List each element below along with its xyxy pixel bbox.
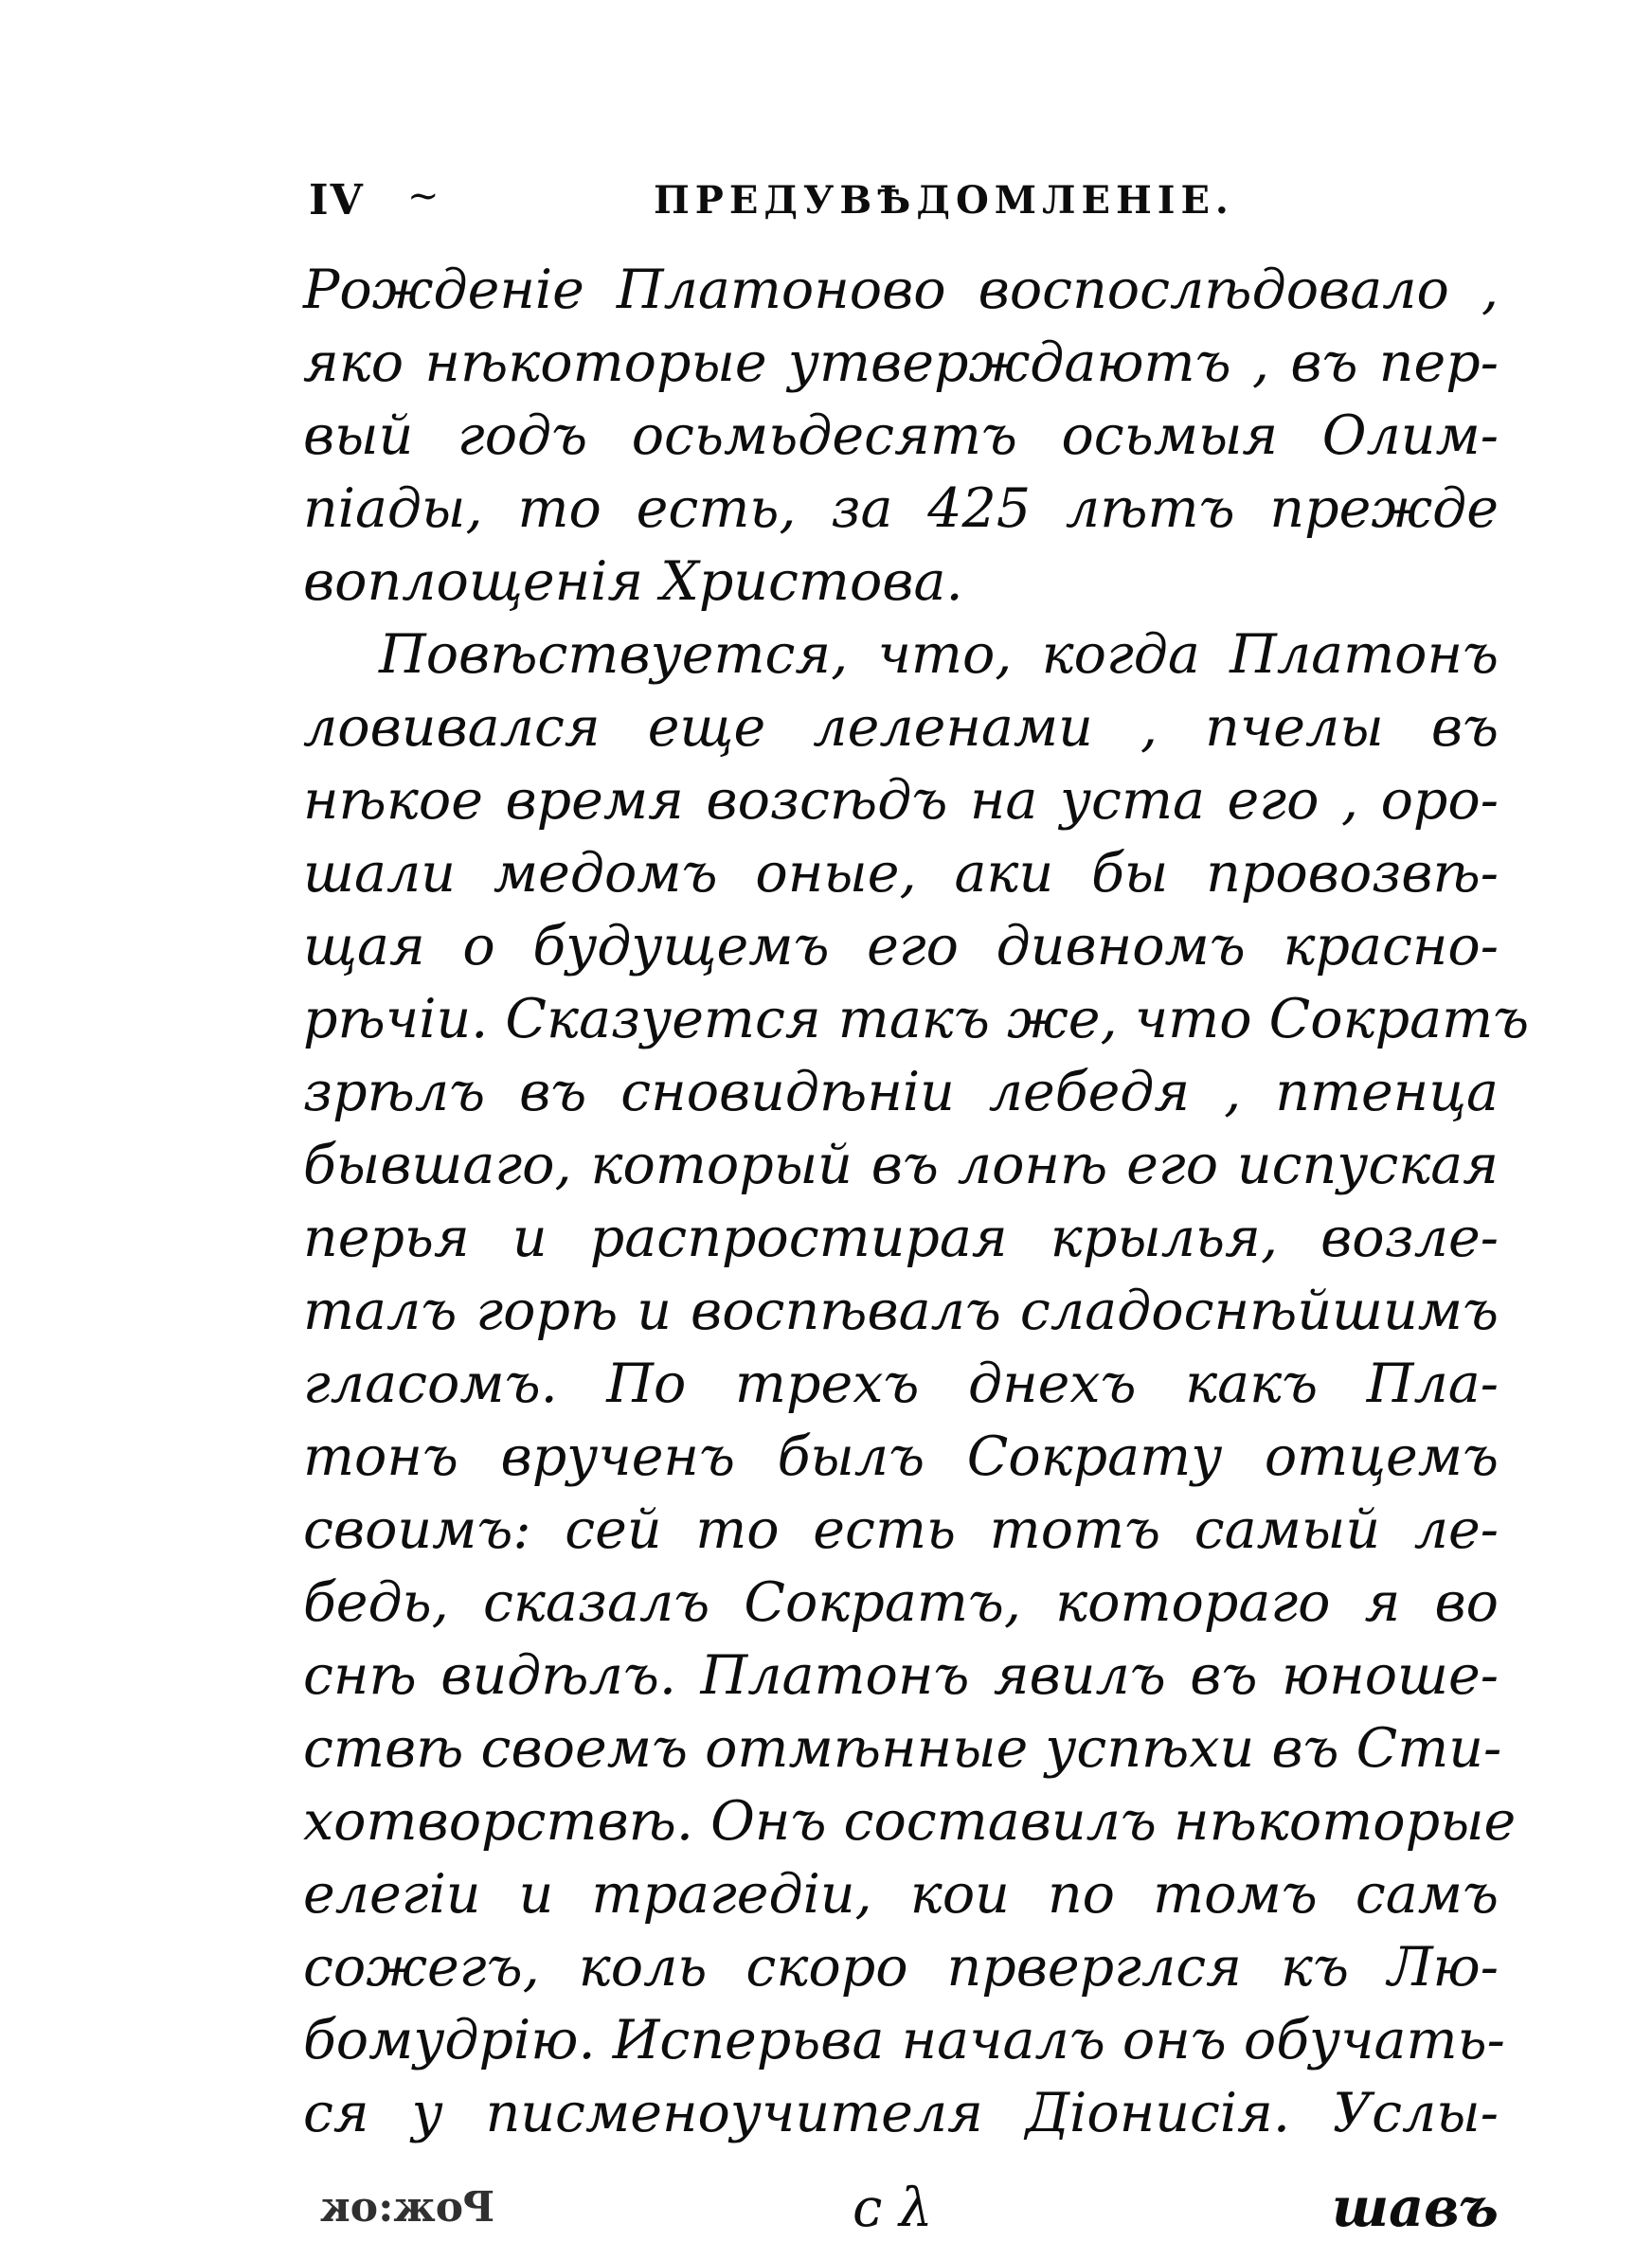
text-line: ловивался еще леленами , пчелы въ — [303, 696, 1499, 759]
text-line: бомудрію. Исперьва началъ онъ обучать- — [303, 2009, 1505, 2071]
text-line: воплощенія Христова. — [303, 550, 963, 613]
text-line: піады, то есть, за 425 лѣтъ прежде — [303, 477, 1499, 540]
text-line: перья и распростирая крылья, возле- — [303, 1207, 1499, 1269]
text-line: снѣ видѣлъ. Платонъ явилъ въ юноше- — [303, 1644, 1499, 1707]
text-line: своимъ: сей то есть тотъ самый ле- — [303, 1498, 1499, 1561]
text-line: Рожденіе Платоново воспослѣдовало , — [303, 259, 1499, 321]
text-line: бедь, сказалъ Сократъ, котораго я во — [303, 1571, 1499, 1634]
text-line: вый годъ осьмьдесятъ осьмыя Олим- — [303, 404, 1499, 467]
text-line: елегіи и трагедіи, кои по томъ самъ — [303, 1863, 1499, 1926]
text-line: тонъ врученъ былъ Сократу отцемъ — [303, 1425, 1499, 1488]
text-line: ся у писменоучителя Діонисія. Услы- — [303, 2082, 1499, 2144]
body-text — [303, 254, 1530, 2150]
sheet-signature-mark: ᴄ λ — [853, 2178, 933, 2239]
page-header — [284, 169, 1383, 235]
text-line: хотворствѣ. Онъ составилъ нѣкоторые — [303, 1790, 1517, 1853]
running-title: ПРЕДУВѢДОМЛЕНІЕ. — [654, 178, 1234, 223]
text-line: рѣчіи. Сказуется такъ же, что Сократъ — [303, 988, 1530, 1050]
text-line: бывшаго, который въ лонѣ его испуская — [303, 1134, 1499, 1196]
page-footer — [303, 2176, 1499, 2259]
text-line: щая о будущемъ его дивномъ красно- — [303, 915, 1499, 977]
text-line: талъ горѣ и воспѣвалъ сладоснѣйшимъ — [303, 1280, 1499, 1342]
text-line: зрѣлъ въ сновидѣніи лебедя , птенца — [303, 1061, 1499, 1123]
text-line: нѣкое время возсѣдъ на уста его , оро- — [303, 769, 1499, 832]
text-line: сожегъ, коль скоро прверглся къ Лю- — [303, 1936, 1499, 1999]
paragraph-start-line: Повѣствуется, что, когда Платонъ — [379, 623, 1499, 686]
catchword: шавъ — [1331, 2176, 1499, 2239]
text-line: яко нѣкоторые утверждаютъ , въ пер- — [303, 332, 1499, 394]
text-line: ствѣ своемъ отмѣнные успѣхи въ Сти- — [303, 1717, 1502, 1780]
header-separator: ~ — [407, 174, 440, 218]
text-line: гласомъ. По трехъ днехъ какъ Пла- — [303, 1353, 1499, 1415]
bleed-through-text: Рож:ок — [320, 2183, 495, 2232]
page-number: IV — [309, 176, 365, 224]
text-line: шали медомъ оные, аки бы провозвѣ- — [303, 842, 1499, 905]
